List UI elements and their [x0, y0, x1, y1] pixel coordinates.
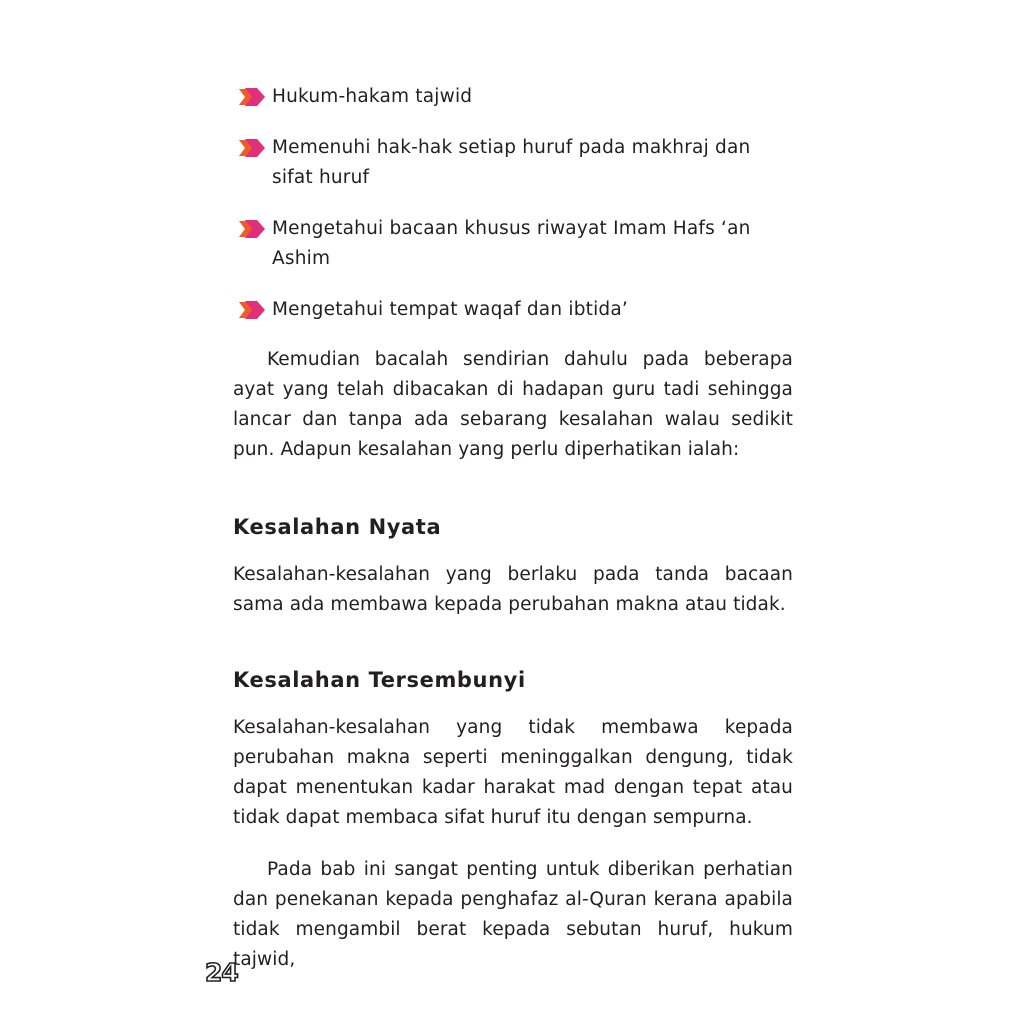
bullet-item — [233, 295, 793, 325]
double-chevron-right-icon — [239, 139, 267, 157]
bullet-list — [233, 82, 793, 325]
bullet-text: Mengetahui bacaan khusus riwayat Imam Hafs ‘an Ashim — [272, 218, 751, 269]
heading-kesalahan-nyata: Kesalahan Nyata — [233, 515, 442, 539]
bullet-item — [233, 214, 793, 274]
closing-paragraph: Pada bab ini sangat penting untuk diberikan perhatian dan penekanan kepada penghafaz al-Quran kerana apabila tidak mengambil berat kepada sebutan huruf, hukum tajwid, — [233, 859, 793, 970]
page-number: 24 — [205, 958, 238, 987]
bullet-text: Hukum-hakam tajwid — [272, 86, 473, 107]
double-chevron-right-icon — [239, 88, 267, 106]
bullet-item — [233, 133, 793, 193]
intro-paragraph: Kemudian bacalah sendirian dahulu pada beberapa ayat yang telah dibacakan di hadapan guru tadi sehingga lancar dan tanpa ada sebarang kesalahan walau sedikit pun. Adapun kesalahan yang perlu diperhatikan ialah: — [233, 349, 793, 460]
bullet-text: Mengetahui tempat waqaf dan ibtida’ — [272, 299, 628, 320]
bullet-item — [233, 82, 793, 112]
tersembunyi-paragraph: Kesalahan-kesalahan yang tidak membawa kepada perubahan makna seperti meninggalkan dengung, tidak dapat menentukan kadar harakat mad dengan tepat atau tidak dapat membaca sifat huruf itu dengan sempurna. — [233, 717, 793, 828]
bullet-text: Memenuhi hak-hak setiap huruf pada makhraj dan sifat huruf — [272, 137, 751, 188]
page-content — [233, 82, 793, 975]
double-chevron-right-icon — [239, 301, 267, 319]
heading-kesalahan-tersembunyi: Kesalahan Tersembunyi — [233, 668, 526, 692]
double-chevron-right-icon — [239, 220, 267, 238]
nyata-paragraph: Kesalahan-kesalahan yang berlaku pada tanda bacaan sama ada membawa kepada perubahan makna atau tidak. — [233, 564, 793, 615]
